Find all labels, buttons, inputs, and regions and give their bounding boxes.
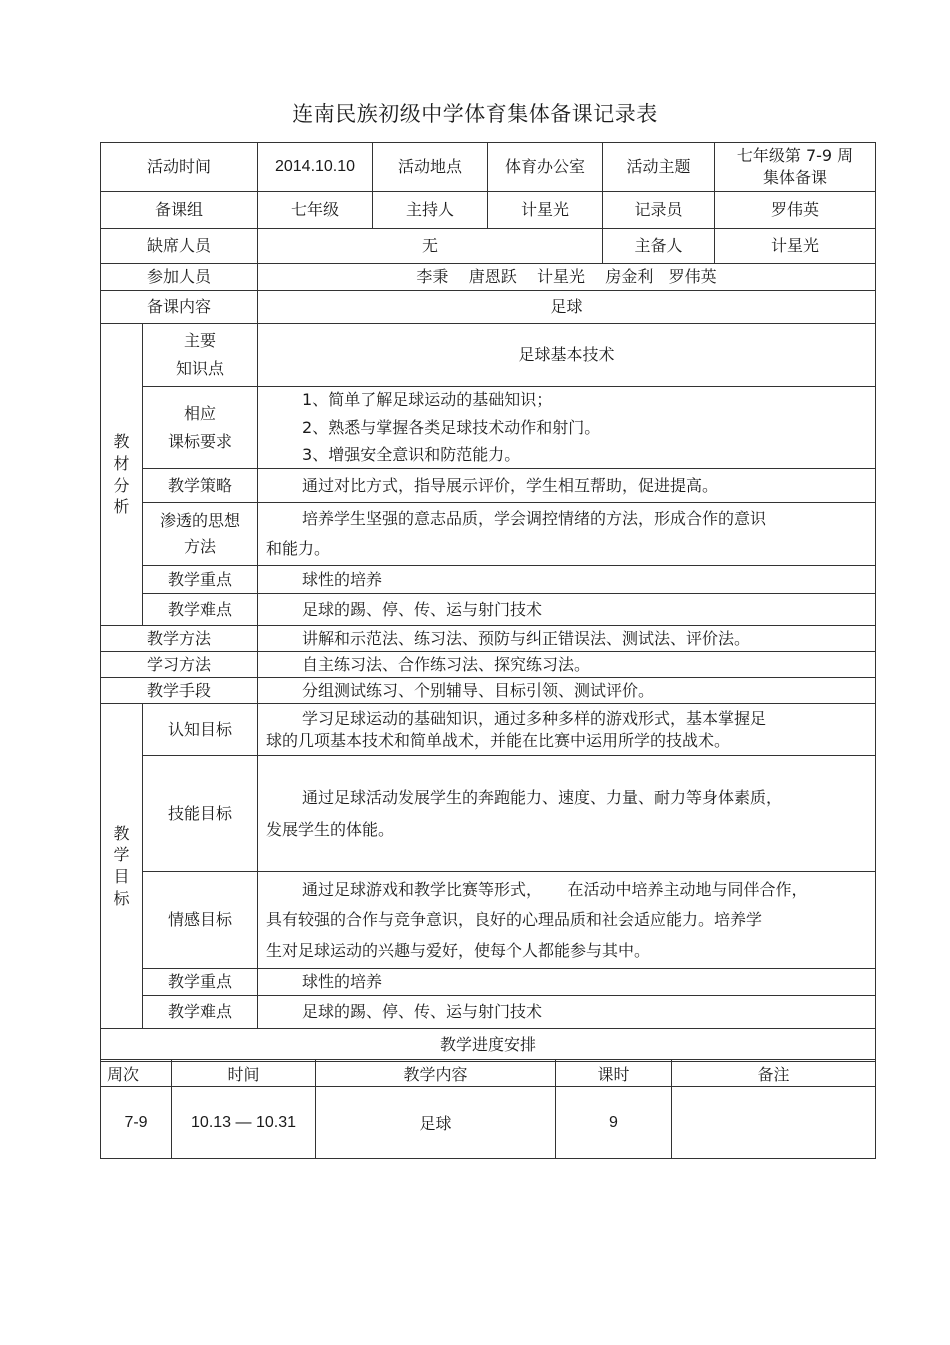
row-cognitive — [101, 704, 876, 756]
content-value: 足球 — [258, 291, 876, 324]
theme-value-line-2: 集体备课 — [763, 168, 828, 187]
schedule-col-time: 时间 — [172, 1060, 316, 1087]
row-analysis-difficulty — [101, 594, 876, 626]
standard-label — [143, 387, 258, 469]
row-standard — [101, 387, 876, 469]
row-participants — [101, 264, 876, 291]
schedule-col-content: 教学内容 — [316, 1060, 556, 1087]
row-schedule-heading — [101, 1029, 876, 1062]
host-value: 计星光 — [488, 192, 603, 229]
learning-method-value: 自主练习法、合作练习法、探究练习法。 — [258, 652, 876, 678]
standard-requirements — [258, 387, 876, 469]
knowledge-label-line-2: 知识点 — [176, 359, 225, 378]
cognitive-value-line-2: 球的几项基本技术和简单战术，并能在比赛中运用所学的技战术。 — [266, 730, 731, 750]
row-skill — [101, 756, 876, 872]
emotion-value-line-3: 生对足球运动的兴趣与爱好，使每个人都能参与其中。 — [266, 940, 651, 960]
thought-value-line-1: 培养学生坚强的意志品质，学会调控情绪的方法，形成合作的意识 — [302, 509, 767, 529]
objectives-char-3: 目 — [113, 867, 130, 886]
activity-theme-label: 活动主题 — [603, 143, 715, 192]
row-teaching-means — [101, 678, 876, 704]
teaching-means-value: 分组测试练习、个别辅导、目标引领、测试评价。 — [258, 678, 876, 704]
skill-value-line-2: 发展学生的体能。 — [266, 819, 395, 839]
schedule-week: 7-9 — [101, 1087, 172, 1159]
knowledge-label-line-1: 主要 — [184, 331, 217, 351]
analysis-char-2: 材 — [113, 453, 130, 473]
analysis-char-4: 析 — [113, 497, 130, 517]
analysis-char-3: 分 — [113, 475, 130, 495]
standard-item-1: 1、简单了解足球运动的基础知识； — [302, 390, 553, 410]
schedule-hours: 9 — [556, 1087, 672, 1159]
emotion-label: 情感目标 — [143, 872, 258, 969]
content-label: 备课内容 — [101, 291, 258, 324]
objectives-difficulty-value: 足球的踢、停、传、运与射门技术 — [258, 996, 876, 1029]
skill-value-line-1: 通过足球活动发展学生的奔跑能力、速度、力量、耐力等身体素质， — [302, 787, 783, 807]
row-learning-method — [101, 652, 876, 678]
schedule-heading: 教学进度安排 — [101, 1029, 876, 1062]
skill-value — [258, 756, 876, 872]
activity-time-label: 活动时间 — [101, 143, 258, 192]
theme-value-line-1: 七年级第 7-9 周 — [736, 146, 854, 166]
row-teaching-method — [101, 626, 876, 652]
schedule-content: 足球 — [316, 1087, 556, 1159]
schedule-time: 10.13 — 10.31 — [172, 1087, 316, 1159]
schedule-header-row — [101, 1060, 876, 1087]
row-absent — [101, 229, 876, 264]
objectives-difficulty-label: 教学难点 — [143, 996, 258, 1029]
row-objectives-key — [101, 969, 876, 996]
teaching-means-label: 教学手段 — [101, 678, 258, 704]
objectives-key-value: 球性的培养 — [258, 969, 876, 996]
table-row — [101, 1087, 876, 1159]
standard-item-3: 3、增强安全意识和防范能力。 — [302, 445, 521, 465]
row-emotion — [101, 872, 876, 969]
host-label: 主持人 — [373, 192, 488, 229]
row-knowledge — [101, 324, 876, 387]
schedule-col-hours: 课时 — [556, 1060, 672, 1087]
thought-label-line-1: 渗透的思想 — [160, 511, 241, 531]
activity-time-value: 2014.10.10 — [258, 143, 373, 192]
standard-label-line-2: 课标要求 — [168, 431, 233, 451]
objectives-group-label — [101, 704, 143, 1029]
row-activity — [101, 143, 876, 192]
analysis-difficulty-value: 足球的踢、停、传、运与射门技术 — [258, 594, 876, 626]
cognitive-value — [258, 704, 876, 756]
analysis-group-label — [101, 324, 143, 626]
activity-place-value: 体育办公室 — [488, 143, 603, 192]
standard-label-line-1: 相应 — [184, 403, 217, 423]
learning-method-label: 学习方法 — [101, 652, 258, 678]
row-analysis-key — [101, 566, 876, 594]
activity-place-label: 活动地点 — [373, 143, 488, 192]
analysis-key-value: 球性的培养 — [258, 566, 876, 594]
thought-value — [258, 503, 876, 566]
knowledge-value: 足球基本技术 — [258, 324, 876, 387]
row-group — [101, 192, 876, 229]
thought-label — [143, 503, 258, 566]
standard-item-2: 2、熟悉与掌握各类足球技术动作和射门。 — [302, 417, 601, 437]
lead-label: 主备人 — [603, 229, 715, 264]
absent-value: 无 — [258, 229, 603, 264]
lead-value: 计星光 — [715, 229, 876, 264]
strategy-label: 教学策略 — [143, 469, 258, 503]
emotion-value-line-1: 通过足球游戏和教学比赛等形式， 在活动中培养主动地与同伴合作， — [302, 879, 808, 899]
objectives-char-4: 标 — [113, 888, 130, 908]
row-thought — [101, 503, 876, 566]
emotion-value-line-2: 具有较强的合作与竞争意识，良好的心理品质和社会适应能力。培养学 — [266, 910, 763, 930]
row-strategy — [101, 469, 876, 503]
thought-label-line-2: 方法 — [184, 537, 217, 556]
teaching-method-value: 讲解和示范法、练习法、预防与纠正错误法、测试法、评价法。 — [258, 626, 876, 652]
knowledge-label — [143, 324, 258, 387]
schedule-col-week: 周次 — [101, 1060, 172, 1087]
cognitive-label: 认知目标 — [143, 704, 258, 756]
analysis-key-label: 教学重点 — [143, 566, 258, 594]
prep-group-label: 备课组 — [101, 192, 258, 229]
analysis-difficulty-label: 教学难点 — [143, 594, 258, 626]
schedule-col-note: 备注 — [672, 1060, 876, 1087]
teaching-method-label: 教学方法 — [101, 626, 258, 652]
prep-group-value: 七年级 — [258, 192, 373, 229]
objectives-char-1: 教 — [113, 823, 130, 843]
analysis-char-1: 教 — [113, 432, 130, 452]
lesson-plan-table — [100, 142, 876, 1062]
recorder-value: 罗伟英 — [715, 192, 876, 229]
activity-theme-value — [715, 143, 876, 192]
cognitive-value-line-1: 学习足球运动的基础知识，通过多种多样的游戏形式，基本掌握足 — [302, 708, 767, 728]
strategy-value: 通过对比方式，指导展示评价，学生相互帮助，促进提高。 — [258, 469, 876, 503]
objectives-key-label: 教学重点 — [143, 969, 258, 996]
thought-value-line-2: 和能力。 — [266, 539, 331, 558]
objectives-char-2: 学 — [113, 845, 130, 865]
participants-value: 李秉 唐恩跃 计星光 房金利 罗伟英 — [258, 264, 876, 291]
schedule-note — [672, 1087, 876, 1159]
skill-label: 技能目标 — [143, 756, 258, 872]
document-title: 连南民族初级中学体育集体备课记录表 — [292, 102, 658, 126]
recorder-label: 记录员 — [603, 192, 715, 229]
participants-label: 参加人员 — [101, 264, 258, 291]
emotion-value — [258, 872, 876, 969]
row-objectives-difficulty — [101, 996, 876, 1029]
row-content — [101, 291, 876, 324]
schedule-table — [100, 1059, 876, 1159]
absent-label: 缺席人员 — [101, 229, 258, 264]
